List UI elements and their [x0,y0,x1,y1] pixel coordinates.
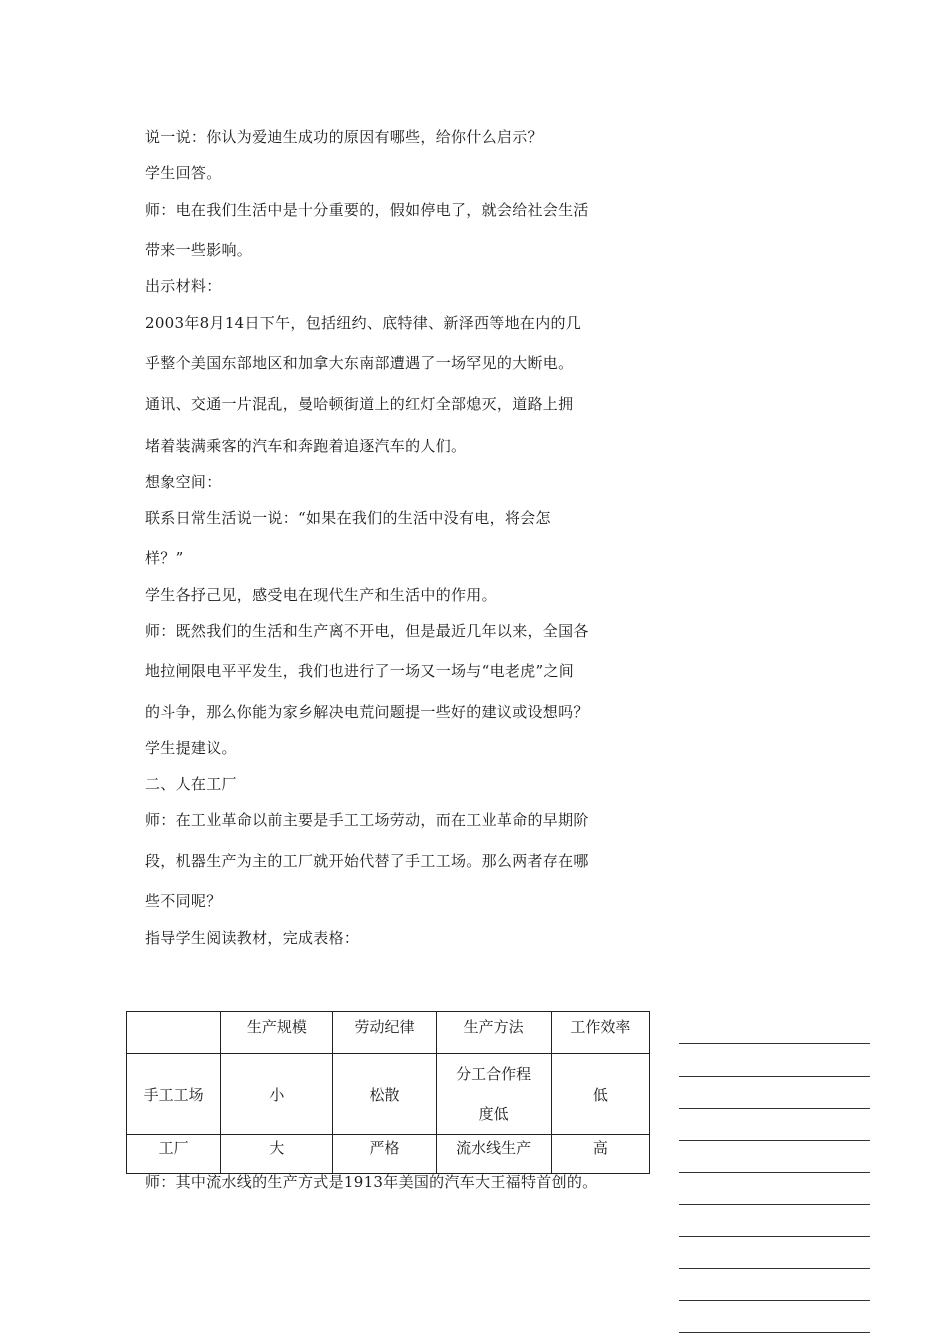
paragraph: 学生各抒己见，感受电在现代生产和生活中的作用。 [145,586,497,604]
table-row [127,1054,650,1135]
note-line [679,1236,870,1237]
note-line [679,1140,870,1141]
paragraph: 的斗争，那么你能为家乡解决电荒问题提一些好的建议或设想吗？ [145,703,589,721]
paragraph: 出示材料： [145,277,222,295]
paragraph: 带来一些影响。 [145,241,253,259]
table-cell: 工厂 [127,1135,221,1174]
paragraph: 样？” [145,549,184,567]
paragraph: 学生回答。 [145,164,222,182]
paragraph: 些不同呢？ [145,892,222,910]
table-header-row [127,1012,650,1054]
paragraph: 地拉闸限电平平发生，我们也进行了一场又一场与“电老虎”之间 [145,662,575,680]
table-cell-line: 分工合作程 [456,1065,532,1083]
table-cell: 低 [551,1054,649,1135]
table-cell: 流水线生产 [436,1135,551,1174]
note-line [679,1204,870,1205]
note-line [679,1332,870,1333]
paragraph: 指导学生阅读教材，完成表格： [145,929,360,947]
table-cell: 手工工场 [127,1054,221,1135]
paragraph: 师：在工业革命以前主要是手工工场劳动，而在工业革命的早期阶 [145,811,589,829]
paragraph: 说一说：你认为爱迪生成功的原因有哪些，给你什么启示？ [145,128,543,146]
note-line [679,1300,870,1301]
paragraph: 联系日常生活说一说：“如果在我们的生活中没有电，将会怎 [145,509,551,527]
table-cell-wrapped [436,1054,551,1135]
table-header-cell [127,1012,221,1054]
paragraph: 想象空间： [145,473,222,491]
note-line [679,1172,870,1173]
table-header-cell: 生产规模 [221,1012,333,1054]
table-header-cell: 劳动纪律 [333,1012,436,1054]
paragraph: 通讯、交通一片混乱，曼哈顿街道上的红灯全部熄灭，道路上拥 [145,395,574,413]
paragraph: 堵着装满乘客的汽车和奔跑着追逐汽车的人们。 [145,437,467,455]
table-header-cell: 工作效率 [551,1012,649,1054]
paragraph: 师：电在我们生活中是十分重要的，假如停电了，就会给社会生活 [145,201,589,219]
paragraph: 师：其中流水线的生产方式是1913年美国的汽车大王福特首创的。 [145,1173,598,1191]
table-row [127,1135,650,1174]
paragraph: 学生提建议。 [145,739,237,757]
paragraph: 段，机器生产为主的工厂就开始代替了手工工场。那么两者存在哪 [145,852,589,870]
paragraph: 2003年8月14日下午，包括纽约、底特律、新泽西等地在内的几 [145,314,582,332]
table-cell-line: 度低 [478,1105,509,1123]
table-cell: 松散 [333,1054,436,1135]
paragraph: 师：既然我们的生活和生产离不开电，但是最近几年以来，全国各 [145,622,589,640]
table-cell: 小 [221,1054,333,1135]
note-line [679,1076,870,1077]
table-cell: 严格 [333,1135,436,1174]
note-line [679,1043,870,1044]
table-header-cell: 生产方法 [436,1012,551,1054]
paragraph: 乎整个美国东部地区和加拿大东南部遭遇了一场罕见的大断电。 [145,354,574,372]
note-line [679,1108,870,1109]
comparison-table [126,1011,650,1174]
section-heading: 二、人在工厂 [145,775,237,793]
table-cell: 大 [221,1135,333,1174]
table-cell: 高 [551,1135,649,1174]
note-line [679,1268,870,1269]
